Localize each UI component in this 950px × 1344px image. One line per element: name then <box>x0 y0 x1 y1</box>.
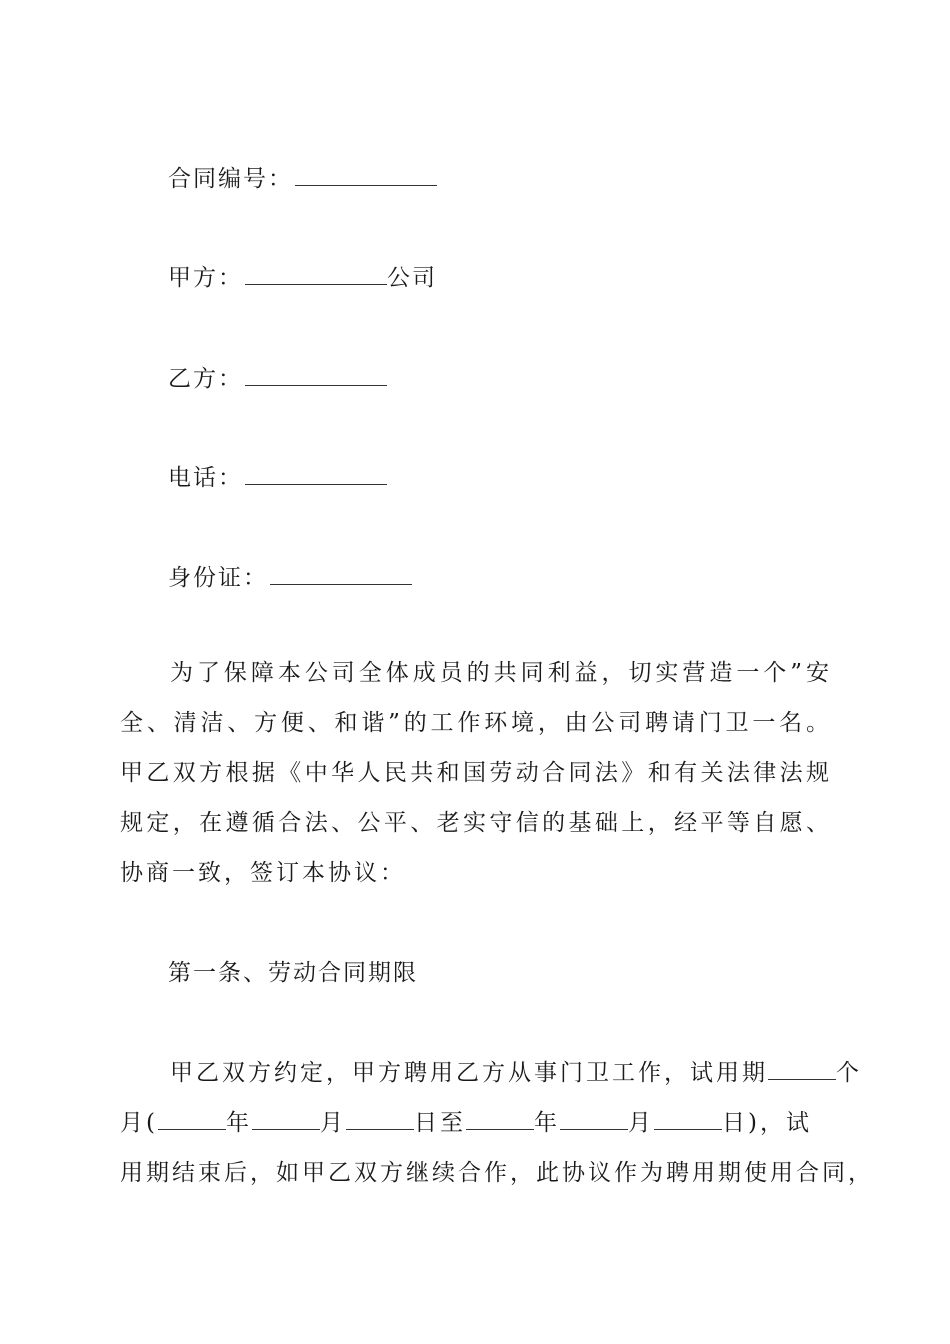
intro-paragraph: 为了保障本公司全体成员的共同利益，切实营造一个”安全、清洁、方便、和谐”的工作环境，由公司聘请门卫一名。甲乙双方根据《中华人民共和国劳动合同法》和有关法律法规规定，在遵循合法、公平、老实守信的基础上，经平等自愿、协商一致，签订本协议： <box>120 660 832 886</box>
article-1-line-3: 用期结束后，如甲乙双方继续合作，此协议作为聘用期使用合同， <box>120 1160 874 1186</box>
party-b-field <box>168 363 387 394</box>
party-b-label: 乙方： <box>168 366 243 392</box>
party-a-blank[interactable] <box>245 262 387 285</box>
end-month-blank[interactable] <box>560 1109 628 1130</box>
article-1-line-1-end: 个 <box>836 1060 862 1086</box>
start-day-unit: 日至 <box>413 1110 466 1136</box>
id-card-blank[interactable] <box>270 562 412 585</box>
end-day-unit: 日)，试 <box>721 1110 812 1136</box>
phone-field <box>168 462 387 493</box>
article-1-line-2 <box>120 1098 832 1148</box>
end-month-unit: 月 <box>627 1110 654 1136</box>
party-b-blank[interactable] <box>245 363 387 386</box>
start-month-blank[interactable] <box>252 1109 320 1130</box>
article-1-line-1 <box>120 1048 862 1098</box>
start-month-unit: 月 <box>319 1110 346 1136</box>
article-1-line-1-text: 甲乙双方约定，甲方聘用乙方从事门卫工作，试用期 <box>170 1060 768 1086</box>
end-year-unit: 年 <box>533 1110 560 1136</box>
phone-label: 电话： <box>168 465 243 491</box>
party-a-label: 甲方： <box>168 265 243 291</box>
party-a-field <box>168 262 437 293</box>
contract-number-blank[interactable] <box>295 163 437 186</box>
probation-months-blank[interactable] <box>768 1059 836 1080</box>
start-day-blank[interactable] <box>346 1109 414 1130</box>
contract-number-field <box>168 163 437 194</box>
contract-number-label: 合同编号： <box>168 166 293 192</box>
date-open: 月( <box>120 1110 158 1136</box>
end-day-blank[interactable] <box>654 1109 722 1130</box>
end-year-blank[interactable] <box>466 1109 534 1130</box>
phone-blank[interactable] <box>245 462 387 485</box>
id-card-label: 身份证： <box>168 565 268 591</box>
start-year-unit: 年 <box>225 1110 252 1136</box>
start-year-blank[interactable] <box>158 1109 226 1130</box>
id-card-field <box>168 562 412 593</box>
article-1-heading: 第一条、劳动合同期限 <box>168 960 418 986</box>
article-1-paragraph <box>120 1048 874 1198</box>
party-a-suffix: 公司 <box>387 265 437 291</box>
